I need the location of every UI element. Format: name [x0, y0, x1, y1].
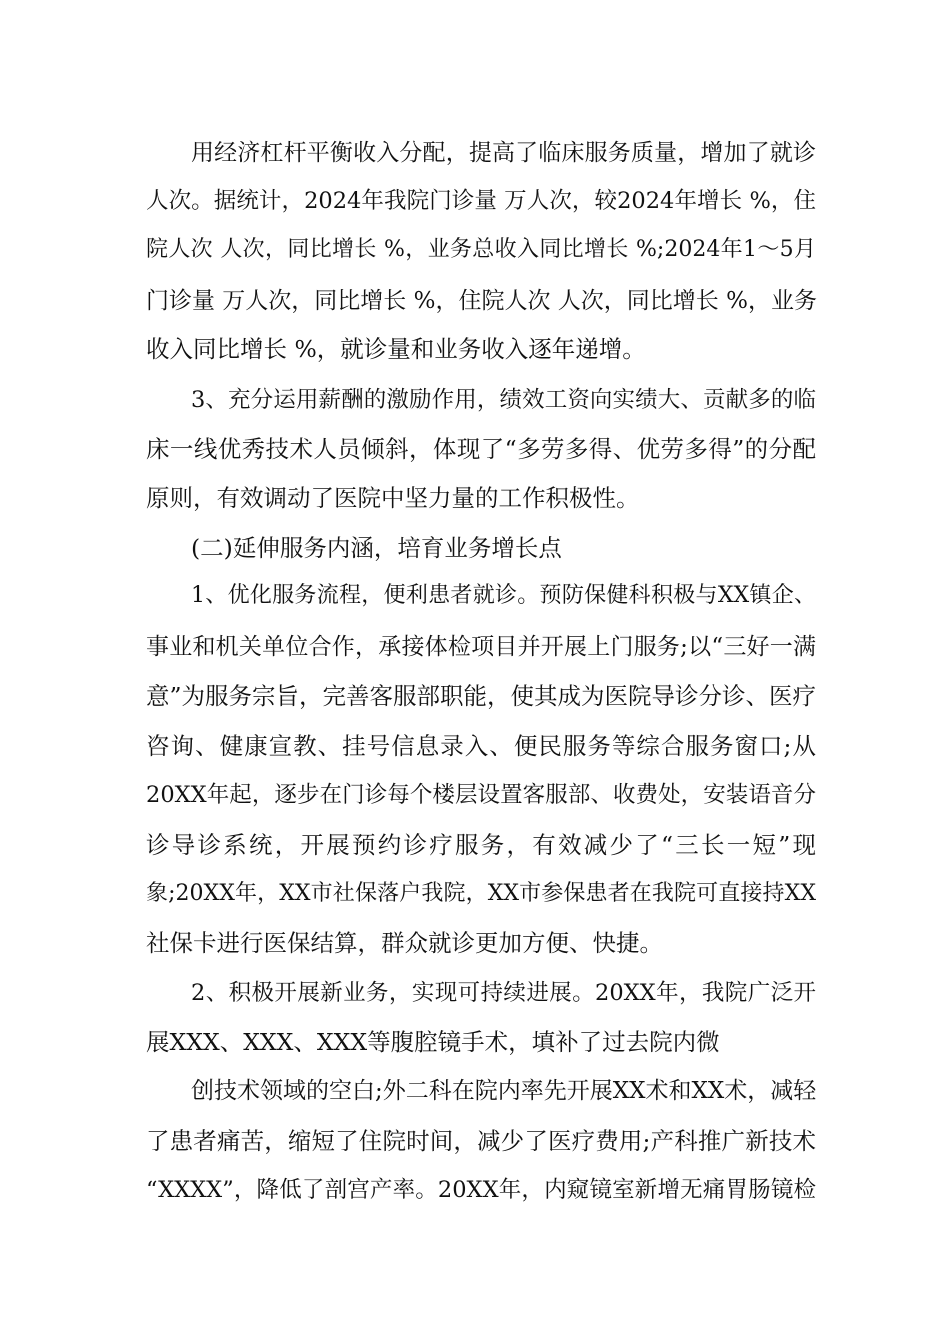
paragraph-line: 事业和机关单位合作，承接体检项目并开展上门服务;以“三好一满 [146, 634, 816, 660]
paragraph-line: 收入同比增长 %，就诊量和业务收入逐年递增。 [146, 335, 646, 363]
paragraph-line: 1、优化服务流程，便利患者就诊。预防保健科积极与XX镇企、 [191, 583, 816, 608]
paragraph-line: 门诊量 万人次，同比增长 %，住院人次 人次，同比增长 %，业务 [146, 288, 817, 314]
paragraph-line: 展XXX、XXX、XXX等腹腔镜手术，填补了过去院内微 [146, 1028, 720, 1056]
paragraph-line: 诊导诊系统，开展预约诊疗服务，有效减少了“三长一短”现 [146, 831, 816, 859]
paragraph-line: 了患者痛苦，缩短了住院时间，减少了医疗费用;产科推广新技术 [146, 1127, 816, 1155]
paragraph-line: 象;20XX年，XX市社保落户我院，XX市参保患者在我院可直接持XX [146, 881, 816, 906]
paragraph-line: “XXXX”，降低了剖宫产率。20XX年，内窥镜室新增无痛胃肠镜检 [146, 1177, 816, 1203]
section-heading: (二)延伸服务内涵，培育业务增长点 [191, 534, 562, 562]
paragraph-line: 20XX年起，逐步在门诊每个楼层设置客服部、收费处，安装语音分 [146, 782, 816, 808]
paragraph-line: 3、充分运用薪酬的激励作用，绩效工资向实绩大、贡献多的临 [191, 387, 816, 413]
paragraph-line: 咨询、健康宣教、挂号信息录入、便民服务等综合服务窗口;从 [146, 732, 816, 760]
paragraph-line: 意”为服务宗旨，完善客服部职能，使其成为医院导诊分诊、医疗 [146, 682, 817, 710]
paragraph-line: 社保卡进行医保结算，群众就诊更加方便、快捷。 [146, 929, 663, 957]
paragraph-line: 院人次 人次，同比增长 %，业务总收入同比增长 %;2024年1～5月 [146, 237, 816, 262]
paragraph-line: 床一线优秀技术人员倾斜，体现了“多劳多得、优劳多得”的分配 [146, 435, 816, 463]
paragraph-line: 原则，有效调动了医院中坚力量的工作积极性。 [146, 484, 640, 512]
paragraph-line: 创技术领域的空白;外二科在院内率先开展XX术和XX术，减轻 [191, 1078, 817, 1104]
paragraph-line: 用经济杠杆平衡收入分配，提高了临床服务质量，增加了就诊 [191, 140, 816, 166]
paragraph-line: 2、积极开展新业务，实现可持续进展。20XX年，我院广泛开 [191, 980, 816, 1006]
paragraph-line: 人次。据统计，2024年我院门诊量 万人次，较2024年增长 %，住 [146, 188, 816, 214]
